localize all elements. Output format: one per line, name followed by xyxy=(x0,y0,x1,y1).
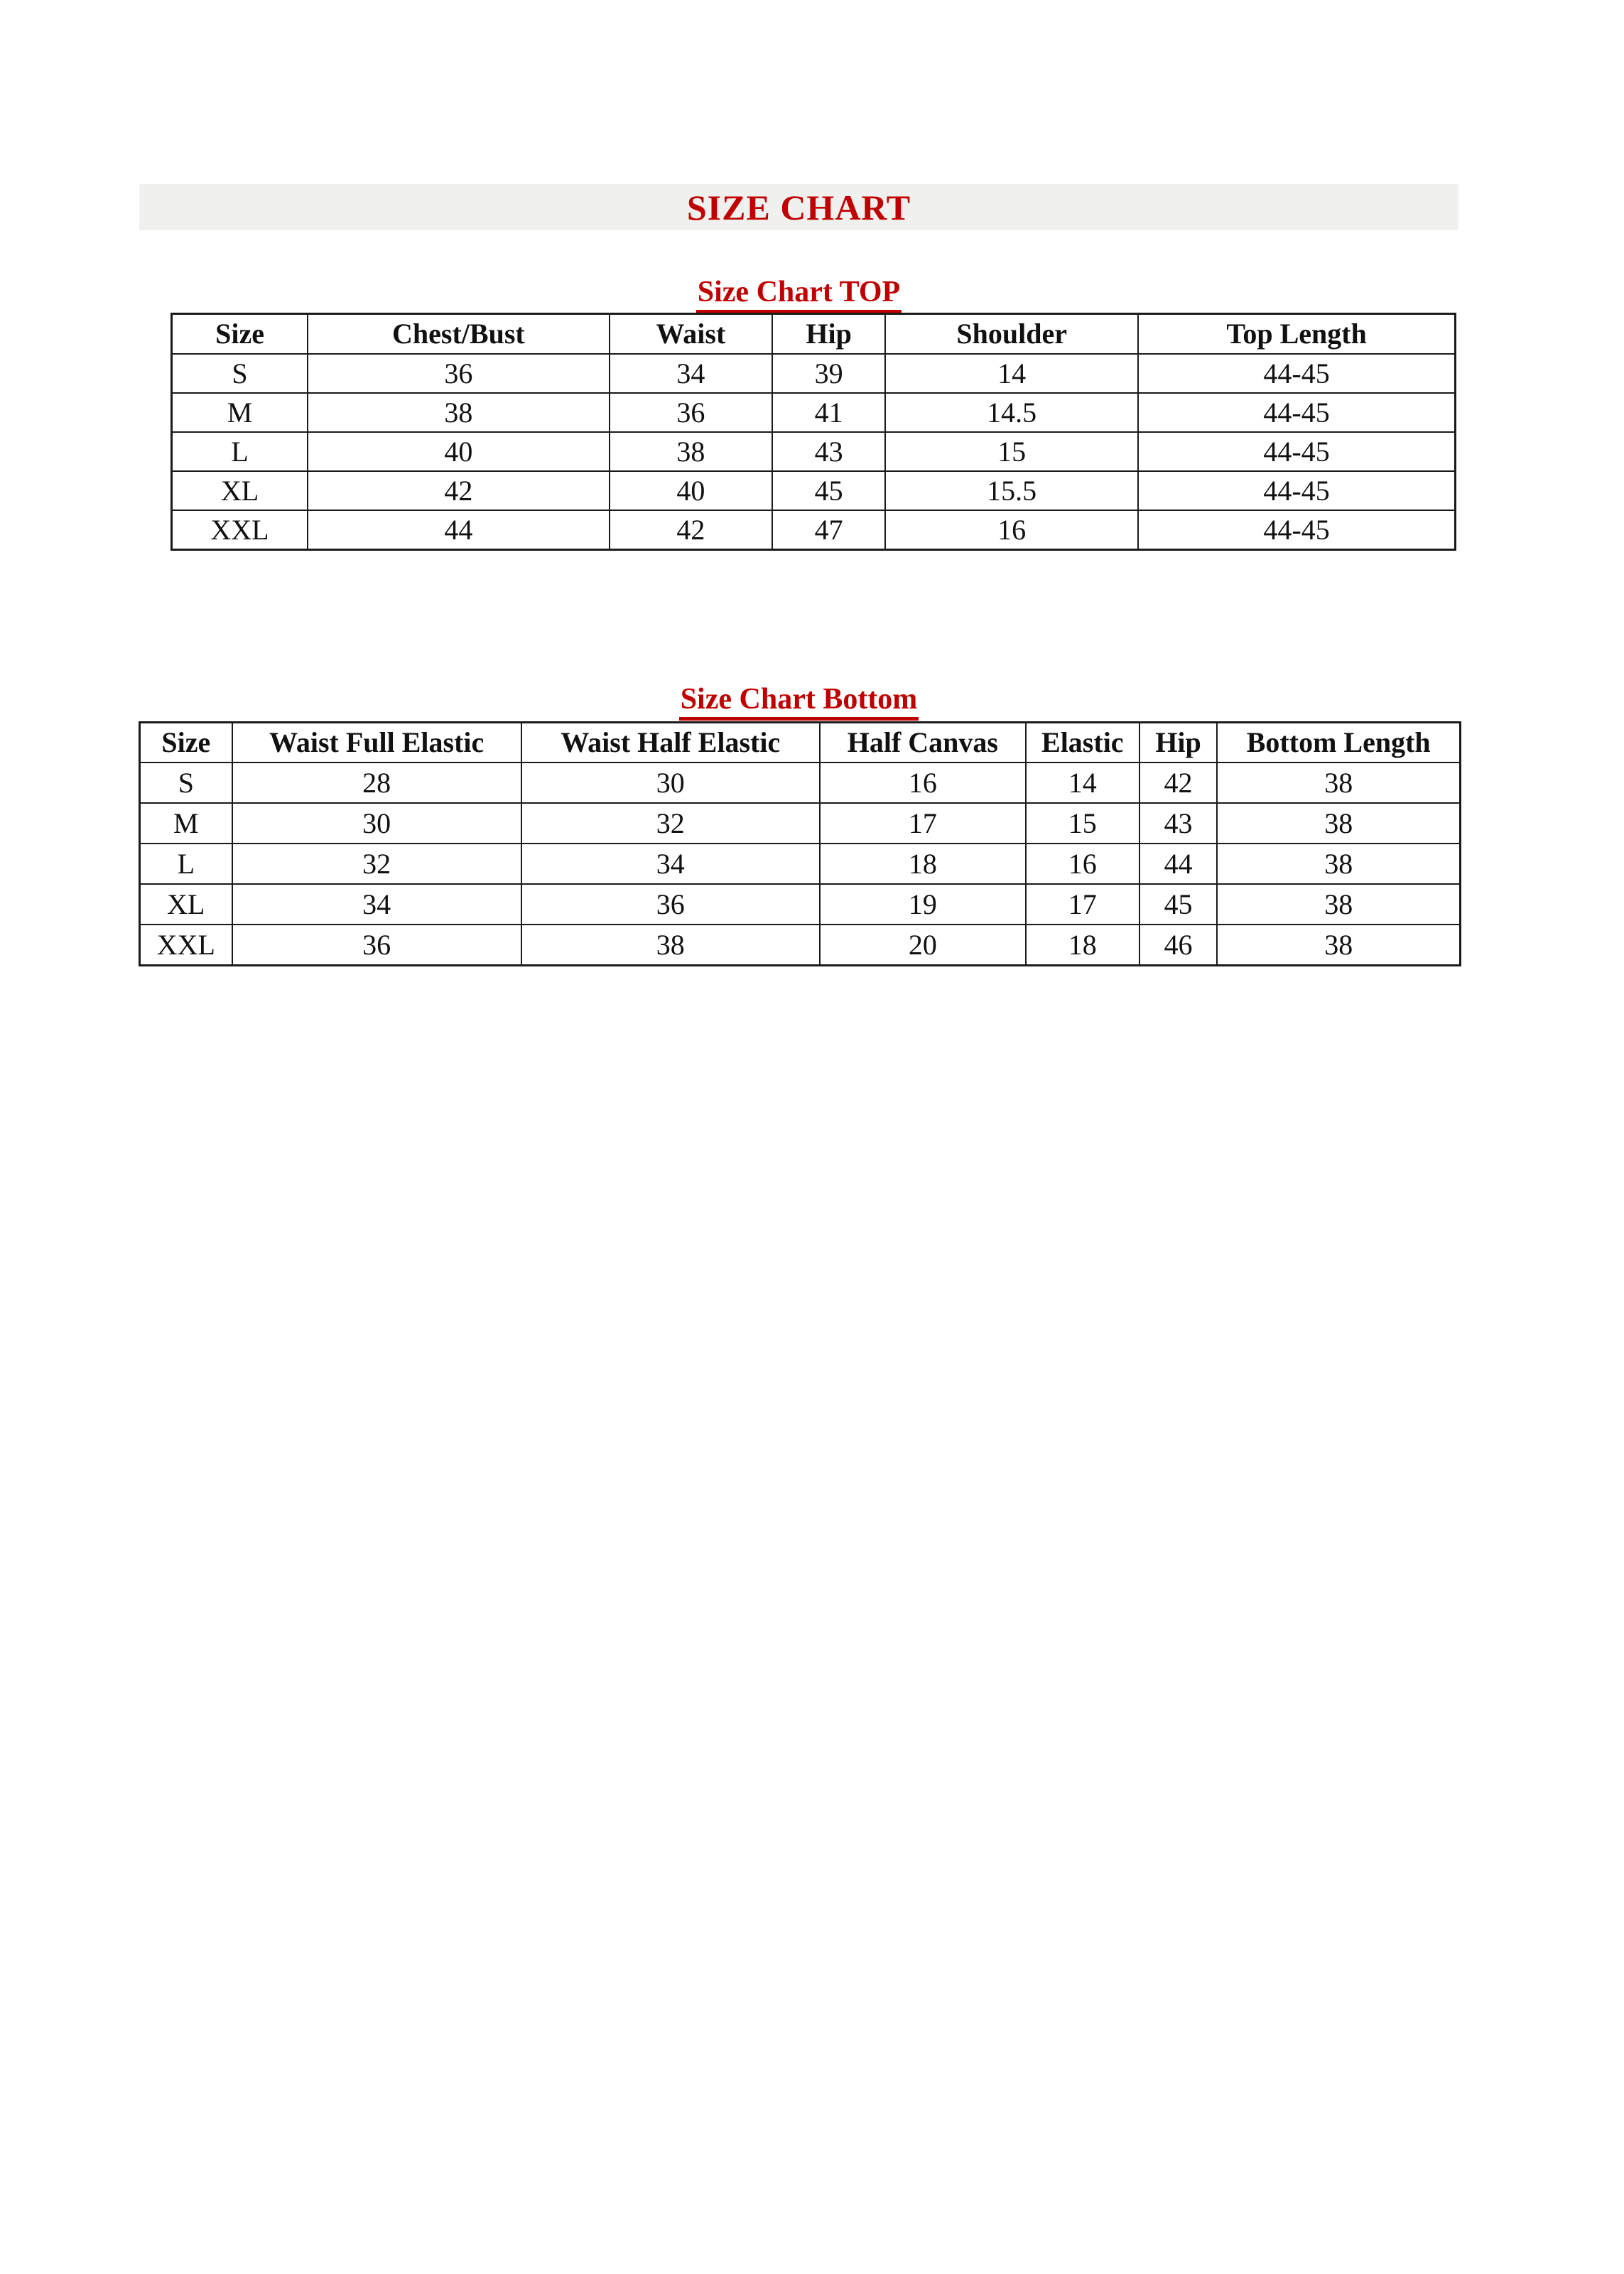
column-header-elastic: Elastic xyxy=(1026,723,1139,763)
table-cell: 36 xyxy=(232,925,521,966)
table-cell: 36 xyxy=(308,354,610,393)
size-chart-top-table xyxy=(170,313,1456,551)
table-header-row xyxy=(172,314,1456,355)
table-cell: XL xyxy=(172,471,308,510)
table-cell: 38 xyxy=(1217,763,1460,803)
table-cell: 42 xyxy=(610,510,772,550)
title-band xyxy=(139,184,1458,230)
table-cell: 44 xyxy=(308,510,610,550)
table-cell: 38 xyxy=(308,393,610,432)
table-cell: 32 xyxy=(521,803,820,844)
table-row xyxy=(172,432,1456,471)
table-cell: 42 xyxy=(1139,763,1218,803)
bottom-section-heading: Size Chart Bottom xyxy=(679,684,919,721)
table-cell: 34 xyxy=(610,354,772,393)
table-cell: 45 xyxy=(1139,884,1218,925)
table-cell: S xyxy=(172,354,308,393)
table-cell: 14 xyxy=(885,354,1138,393)
table-cell: 44-45 xyxy=(1138,354,1455,393)
table-cell: 40 xyxy=(610,471,772,510)
column-header-chest-bust: Chest/Bust xyxy=(308,314,610,355)
table-cell: 46 xyxy=(1139,925,1218,966)
table-cell: 14.5 xyxy=(885,393,1138,432)
top-section xyxy=(139,277,1458,313)
table-cell: 38 xyxy=(1217,844,1460,884)
column-header-waist-half-elastic: Waist Half Elastic xyxy=(521,723,820,763)
table-cell: XXL xyxy=(140,925,232,966)
column-header-size: Size xyxy=(140,723,232,763)
table-cell: 38 xyxy=(1217,925,1460,966)
table-cell: 39 xyxy=(772,354,885,393)
table-cell: 38 xyxy=(521,925,820,966)
table-row xyxy=(140,763,1461,803)
table-cell: 28 xyxy=(232,763,521,803)
column-header-waist-full-elastic: Waist Full Elastic xyxy=(232,723,521,763)
table-header-row xyxy=(140,723,1461,763)
table-cell: 47 xyxy=(772,510,885,550)
table-cell: 14 xyxy=(1026,763,1139,803)
size-chart-bottom-table xyxy=(139,721,1461,966)
table-cell: 30 xyxy=(232,803,521,844)
table-cell: 15.5 xyxy=(885,471,1138,510)
table-cell: 38 xyxy=(1217,803,1460,844)
table-cell: 18 xyxy=(820,844,1026,884)
table-row xyxy=(172,471,1456,510)
table-cell: 41 xyxy=(772,393,885,432)
table-cell: 36 xyxy=(521,884,820,925)
table-cell: 20 xyxy=(820,925,1026,966)
table-cell: 43 xyxy=(1139,803,1218,844)
table-cell: 44-45 xyxy=(1138,471,1455,510)
table-cell: 16 xyxy=(885,510,1138,550)
column-header-half-canvas: Half Canvas xyxy=(820,723,1026,763)
table-cell: 17 xyxy=(820,803,1026,844)
column-header-size: Size xyxy=(172,314,308,355)
table-cell: 42 xyxy=(308,471,610,510)
table-row xyxy=(140,803,1461,844)
table-cell: 40 xyxy=(308,432,610,471)
table-cell: S xyxy=(140,763,232,803)
table-cell: 16 xyxy=(820,763,1026,803)
table-cell: L xyxy=(172,432,308,471)
table-cell: 38 xyxy=(610,432,772,471)
table-row xyxy=(140,844,1461,884)
table-row xyxy=(172,354,1456,393)
page-title: SIZE CHART xyxy=(686,187,911,227)
table-cell: 44-45 xyxy=(1138,432,1455,471)
table-cell: 34 xyxy=(232,884,521,925)
table-cell: 15 xyxy=(885,432,1138,471)
table-cell: 36 xyxy=(610,393,772,432)
column-header-shoulder: Shoulder xyxy=(885,314,1138,355)
table-cell: XXL xyxy=(172,510,308,550)
top-section-heading: Size Chart TOP xyxy=(696,277,902,313)
table-row xyxy=(140,884,1461,925)
table-cell: M xyxy=(140,803,232,844)
table-cell: 30 xyxy=(521,763,820,803)
table-cell: XL xyxy=(140,884,232,925)
table-cell: 18 xyxy=(1026,925,1139,966)
table-cell: 44-45 xyxy=(1138,393,1455,432)
table-cell: 43 xyxy=(772,432,885,471)
table-cell: L xyxy=(140,844,232,884)
table-cell: 45 xyxy=(772,471,885,510)
table-cell: 34 xyxy=(521,844,820,884)
table-row xyxy=(140,925,1461,966)
table-cell: 38 xyxy=(1217,884,1460,925)
table-row xyxy=(172,393,1456,432)
table-cell: M xyxy=(172,393,308,432)
column-header-waist: Waist xyxy=(610,314,772,355)
column-header-top-length: Top Length xyxy=(1138,314,1455,355)
table-cell: 32 xyxy=(232,844,521,884)
table-row xyxy=(172,510,1456,550)
table-cell: 17 xyxy=(1026,884,1139,925)
column-header-hip: Hip xyxy=(1139,723,1218,763)
table-cell: 19 xyxy=(820,884,1026,925)
column-header-hip: Hip xyxy=(772,314,885,355)
table-cell: 15 xyxy=(1026,803,1139,844)
column-header-bottom-length: Bottom Length xyxy=(1217,723,1460,763)
table-cell: 16 xyxy=(1026,844,1139,884)
bottom-section xyxy=(139,684,1458,721)
table-cell: 44 xyxy=(1139,844,1218,884)
table-cell: 44-45 xyxy=(1138,510,1455,550)
